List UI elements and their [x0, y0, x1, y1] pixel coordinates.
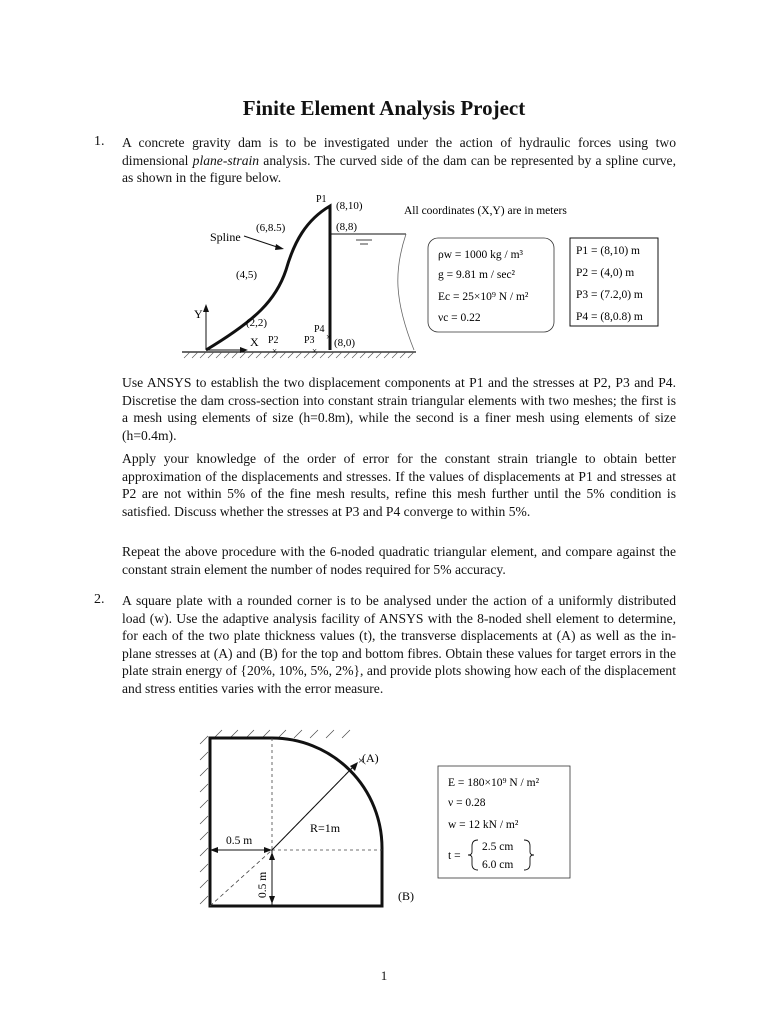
coord-6-8-5: (6,8.5): [256, 222, 286, 234]
ground-hatch: [184, 352, 414, 358]
dimension-vertical-label: 0.5 m: [257, 871, 269, 898]
question-1-number: 1.: [94, 134, 105, 149]
plate-figure: [196, 726, 576, 922]
question-1-paragraph-c: Repeat the above procedure with the 6-noded quadratic triangular element, and compare against the constant strain element the number of nodes required for 5% accuracy.: [122, 544, 676, 577]
support-hatch-left: [200, 736, 208, 904]
svg-text:×: ×: [358, 755, 365, 767]
intro-text-2: analysis. The curved side of the dam can be represented by a spline curve, as shown in the figure below.: [122, 152, 676, 185]
coord-8-10: (8,10): [336, 200, 363, 212]
coord-8-0: (8,0): [334, 337, 356, 349]
label-p4: P4: [314, 324, 325, 335]
question-1-paragraph-b: Apply your knowledge of the order of error for the constant strain triangle to obtain better approximation of the displacements and stresses. If the values of displacements at P1 and stresses at P2 are not within 5% of the fine mesh results, refine this mesh further until the 5% condition is satisfied. Discuss whether the stresses at P3 and P4 converge to within 5%.: [122, 451, 676, 519]
point-p3: P3 = (7.2,0) m: [576, 289, 643, 301]
thickness-value-2: 6.0 cm: [482, 859, 514, 871]
point-p2: P2 = (4,0) m: [576, 267, 635, 279]
y-axis-label: Y: [194, 307, 203, 321]
prop-gravity: g = 9.81 m / sec²: [438, 269, 516, 281]
dam-figure: [176, 190, 676, 362]
radius-label: R=1m: [310, 821, 341, 835]
prop-load: w = 12 kN / m²: [448, 819, 519, 831]
svg-text:×: ×: [272, 346, 278, 356]
label-a: (A): [362, 751, 379, 765]
question-2-text: A square plate with a rounded corner is to be analysed under the action of a uniformly distributed load (w). Use the adaptive analysis facility of ANSYS with the 8-noded shell element to determine, for each of the two plate thickness values (t), the transverse displacements at (A) as well as the in-plane stresses at (A) and (B) for the top and bottom fibres. Obtain these values for target errors in the plate strain energy of {20%, 10%, 5%, 2%}, and provide plots showing how each of the displacement and stress entities varies with the error measure.: [122, 593, 676, 696]
svg-text:×: ×: [312, 346, 318, 356]
question-2-number: 2.: [94, 592, 105, 607]
radius-line: [272, 764, 356, 850]
coordinate-note: All coordinates (X,Y) are in meters: [404, 205, 567, 217]
x-axis-label: X: [250, 335, 259, 349]
prop-poisson: νc = 0.22: [438, 312, 481, 324]
spline-label: Spline: [210, 230, 241, 244]
point-p4: P4 = (8,0.8) m: [576, 311, 643, 323]
label-p2: P2: [268, 335, 279, 346]
prop-poisson-ratio: ν = 0.28: [448, 797, 486, 809]
water-boundary: [398, 234, 414, 350]
intro-italic: plane-strain: [192, 152, 260, 168]
svg-text:×: ×: [326, 332, 332, 342]
question-1-paragraph-a: Use ANSYS to establish the two displacement components at P1 and the stresses at P2, P3 and P4. Discretise the dam cross-section into constant strain triangular elements with two meshes; the first is a mesh using elements of size (h=0.8m), while the second is a finer mesh using elements of size (h=0.4m).: [122, 375, 676, 443]
coord-4-5: (4,5): [236, 269, 258, 281]
thickness-label: t =: [448, 850, 461, 862]
page-title: Finite Element Analysis Project: [242, 96, 526, 120]
prop-density: ρw = 1000 kg / m³: [438, 249, 523, 261]
point-p1: P1 = (8,10) m: [576, 245, 640, 257]
question-1-intro: [122, 134, 676, 187]
coord-2-2: (2,2): [246, 317, 268, 329]
coord-8-8: (8,8): [336, 221, 358, 233]
page-number: 1: [380, 968, 388, 983]
spline-arrow: [244, 236, 280, 248]
thickness-value-1: 2.5 cm: [482, 841, 514, 853]
right-brace: [524, 840, 534, 870]
intro-text-1: A concrete gravity dam is to be investigated under the action of hydraulic forces using two dimensional: [122, 135, 676, 168]
dimension-horizontal-label: 0.5 m: [226, 835, 253, 847]
label-b: (B): [398, 889, 414, 903]
prop-youngs-modulus: E = 180×10⁹ N / m²: [448, 777, 540, 789]
label-p3: P3: [304, 335, 315, 346]
prop-modulus: Ec = 25×10⁹ N / m²: [438, 291, 529, 303]
left-brace: [468, 840, 478, 870]
label-p1: P1: [316, 194, 327, 205]
